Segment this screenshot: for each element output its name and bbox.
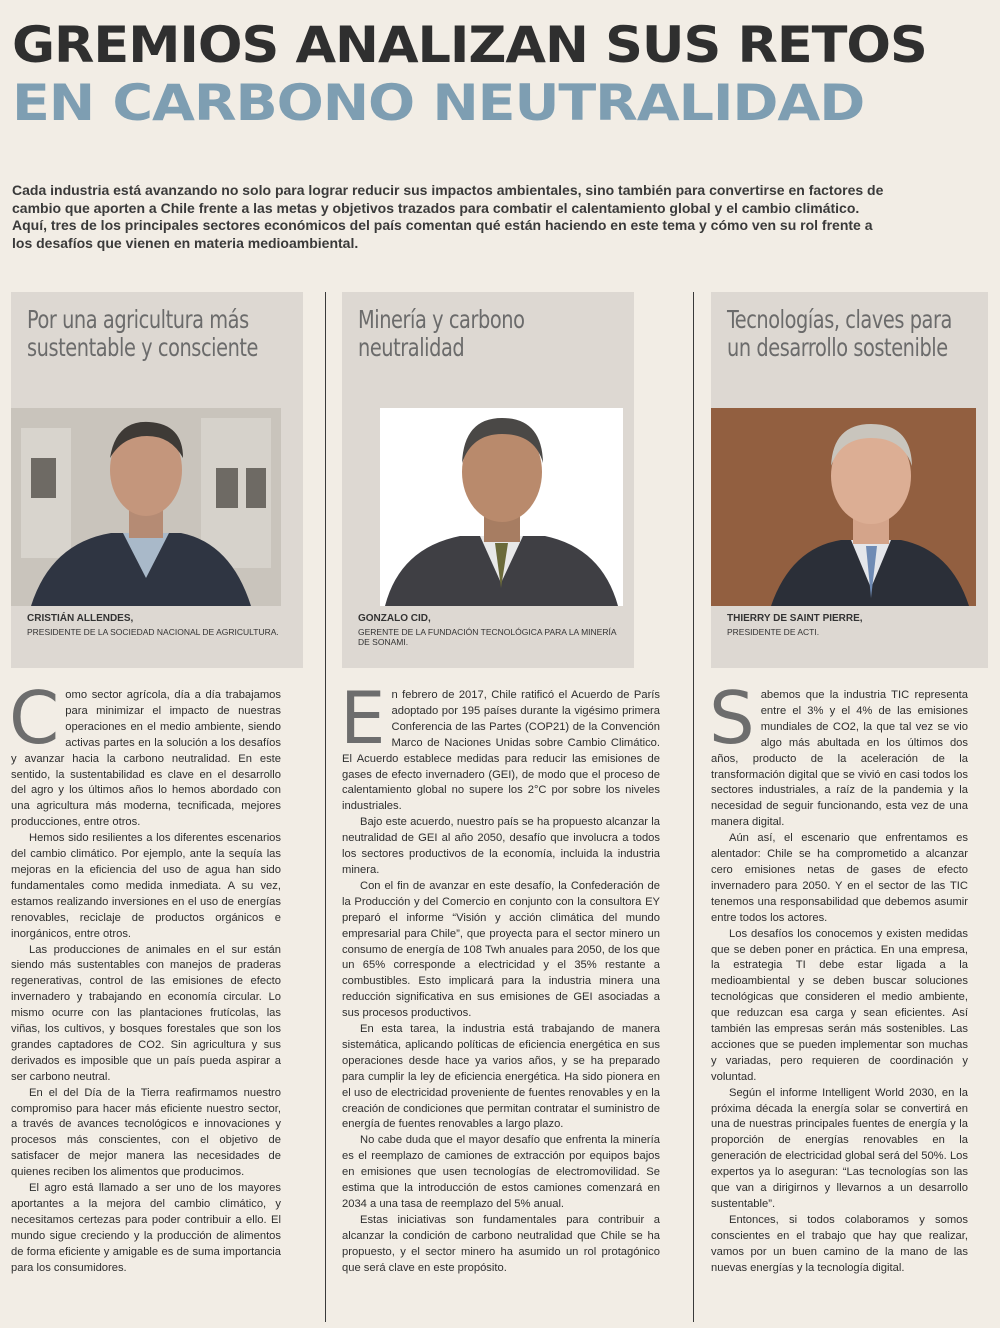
paragraph: Hemos sido resilientes a los diferentes escenarios del cambio climático. Por ejemplo, ante la sequía las mejoras en la eficiencia del uso de agua han sido fundamentales como medida inmediata. A su vez, estamos realizando inversiones en el uso de energías renovables, reciclaje de productos orgánicos e inorgánicos, entre otros.: [11, 832, 281, 940]
article-body: [709, 676, 968, 1277]
article-column-mining: [340, 292, 660, 1274]
portrait-icon: [711, 408, 976, 606]
drop-cap: C: [9, 676, 60, 760]
person-role: PRESIDENTE DE LA SOCIEDAD NACIONAL DE AGRICULTURA.: [27, 626, 279, 637]
drop-cap: E: [340, 676, 386, 760]
first-paragraph: En febrero de 2017, Chile ratificó el Acuerdo de París adoptado por 195 países durante la vigésimo primera Conferencia de las Partes (COP21) de la Convención Marco de Naciones Unidas sobre Cambio Climático. El Acuerdo establece medidas para reducir las emisiones de gases de efecto invernadero (GEI), de modo que el proceso de calentamiento global no supere los 2°C por sobre los niveles industriales.: [340, 676, 660, 813]
column-header-box: [711, 292, 988, 668]
column-title: Minería y carbono neutralidad: [358, 305, 525, 362]
paragraph: Con el fin de avanzar en este desafío, la Confederación de la Producción y del Comercio en conjunto con la consultora EY preparó el informe “Visión y acción climática del mundo empresarial para Chile”, que proyecta para el sector minero un consumo de energía de 108 Twh anuales para 2050, de los que un 65% corresponde a electricidad y el 35% restante a combustibles. Esto implicará para la industria minera una reducción significativa en sus emisiones de GEI asociadas a sus procesos productivos.: [342, 879, 660, 1020]
photo-caption: [358, 614, 623, 648]
paragraph: Los desafíos los conocemos y existen medidas que se deben poner en práctica. En una empresa, la estrategia TI debe estar ligada a la medioambiental y se deben buscar soluciones tecnológicas que consideren el medio ambiente, que reduzcan esa carga y sean eficientes. Así también las empresas serán más sostenibles. Las acciones que se pueden implementar son muchas y variadas, pero requieren de coordinación y voluntad.: [711, 927, 968, 1083]
paragraph: En esta tarea, la industria está trabajando de manera sistemática, aplicando políticas de eficiencia energética en sus operaciones desde hace ya varios años, y se ha preparado para cumplir la ley de eficiencia energética. Ha sido pionera en el uso de electricidad proveniente de fuentes renovables y en la creación de condiciones que permitan contratar el suministro de energía de fuentes renovables a largo plazo.: [342, 1023, 660, 1131]
photo-caption: [27, 614, 292, 637]
person-role: PRESIDENTE DE ACTI.: [727, 626, 820, 637]
person-name: THIERRY DE SAINT PIERRE,: [727, 613, 863, 624]
paragraph: Las producciones de animales en el sur están siendo más sustentables con manejos de praderas regenerativas, control de las emisiones de efecto invernadero y trabajando en economía circular. Lo mismo ocurre con las plantaciones frutícolas, las viñas, los cultivos, y bosques forestales que son los grandes captadores de CO2. Sin agricultura y sus derivados es imposible que un país pueda aspirar a ser carbono neutral.: [11, 943, 281, 1083]
article-column-agriculture: [9, 292, 303, 1274]
column-divider: [325, 292, 326, 1322]
person-name: GONZALO CID,: [358, 613, 431, 624]
photo-caption: [727, 614, 992, 637]
paragraph: Aún así, el escenario que enfrentamos es alentador: Chile se ha comprometido a alcanzar cero emisiones netas de gases de efecto invernadero para 2050. Y en el sector de las TIC tenemos una responsabilidad que debemos asumir entre todos los actores.: [711, 832, 968, 924]
portrait-icon: [11, 408, 281, 606]
paragraph: Bajo este acuerdo, nuestro país se ha propuesto alcanzar la neutralidad de GEI al año 2050, desafío que involucra a todos los sectores productivos de la economía, incluida la industria minera.: [342, 816, 660, 876]
paragraph: Entonces, si todos colaboramos y somos conscientes en el trabajo que hay que realizar, vamos por un buen camino de la mano de las nuevas energías y la tecnología digital.: [711, 1213, 968, 1274]
first-paragraph: Como sector agrícola, día a día trabajamos para minimizar el impacto de nuestras operaciones en el medio ambiente, siendo activas partes en la solución a los desafíos y avanzar hacia la carbono neutralidad. En este sentido, la sustentabilidad es clave en el desarrollo del agro y los últimos años lo hemos abordado con una agricultura más moderna, tecnificada, mejores producciones, entre otros.: [9, 676, 281, 829]
paragraph: Según el informe Intelligent World 2030, en la próxima década la energía solar se convertirá en una de nuestras principales fuentes de energía y la proporción de energías renovables en la generación de electricidad global será del 50%. Los expertos ya lo aseguran: “Las tecnologías son las que van a dirigirnos y llevarnos a un desarrollo sustentable”.: [711, 1086, 968, 1210]
paragraph: El agro está llamado a ser uno de los mayores aportantes a la mejora del cambio climático, y necesitamos certezas para poder contribuir a ello. El mundo sigue creciendo y la producción de alimentos de forma eficiente y amigable es de suma importancia para los consumidores.: [11, 1182, 281, 1274]
column-title: Por una agricultura más sustentable y consciente: [27, 305, 259, 362]
person-role: GERENTE DE LA FUNDACIÓN TECNOLÓGICA PARA LA MINERÍA DE SONAMI.: [358, 626, 617, 647]
first-paragraph: Sabemos que la industria TIC representa entre el 3% y el 4% de las emisiones mundiales de CO2, la que tal vez se vio algo más abultada en los últimos dos años, producto de la aceleración de la transformación digital que se vivió en casi todos los sectores industriales, a raíz de la pandemia y la necesidad de seguir funcionando, esta vez de una manera digital.: [709, 676, 968, 829]
column-header-box: [342, 292, 634, 668]
column-divider: [693, 292, 694, 1322]
article-column-technology: [709, 292, 988, 1274]
column-title: Tecnologías, claves para un desarrollo sostenible: [727, 305, 952, 362]
paragraph: No cabe duda que el mayor desafío que enfrenta la minería es el reemplazo de camiones de extracción por equipos bajos en emisiones que usen tecnologías de electromovilidad. Se estima que la introducción de estos camiones comenzará en 2034 a una tasa de reemplazo del 5% anual.: [342, 1134, 660, 1210]
paragraph: Estas iniciativas son fundamentales para contribuir a alcanzar la condición de carbono neutralidad que Chile se ha propuesto, y el sector minero ha asumido un rol protagónico que será clave en este propósito.: [342, 1213, 660, 1274]
person-name: CRISTIÁN ALLENDES,: [27, 613, 134, 624]
drop-cap: S: [709, 676, 755, 760]
portrait-icon: [380, 408, 623, 606]
headline-line-1: GREMIOS ANALIZAN SUS RETOS: [12, 16, 927, 74]
column-header-box: [11, 292, 303, 668]
intro-paragraph: Cada industria está avanzando no solo para lograr reducir sus impactos ambientales, sino también para convertirse en factores de cambio que aporten a Chile frente a las metas y objetivos trazados para combatir el calentamiento global y el cambio climático. Aquí, tres de los principales sectores económicos del país comentan qué están haciendo en este tema y cómo ven su rol frente a los desafíos que vienen en materia medioambiental.: [12, 182, 884, 251]
article-body: [9, 676, 281, 1277]
headline-line-2: EN CARBONO NEUTRALIDAD: [12, 74, 865, 132]
paragraph: En el del Día de la Tierra reafirmamos nuestro compromiso para hacer más eficiente nuestro sector, a través de avances tecnológicos e innovaciones y procesos más conscientes, con el objetivo de satisfacer de mejor manera las necesidades de quienes reciben los alimentos que producimos.: [11, 1086, 281, 1179]
article-body: [340, 676, 660, 1277]
